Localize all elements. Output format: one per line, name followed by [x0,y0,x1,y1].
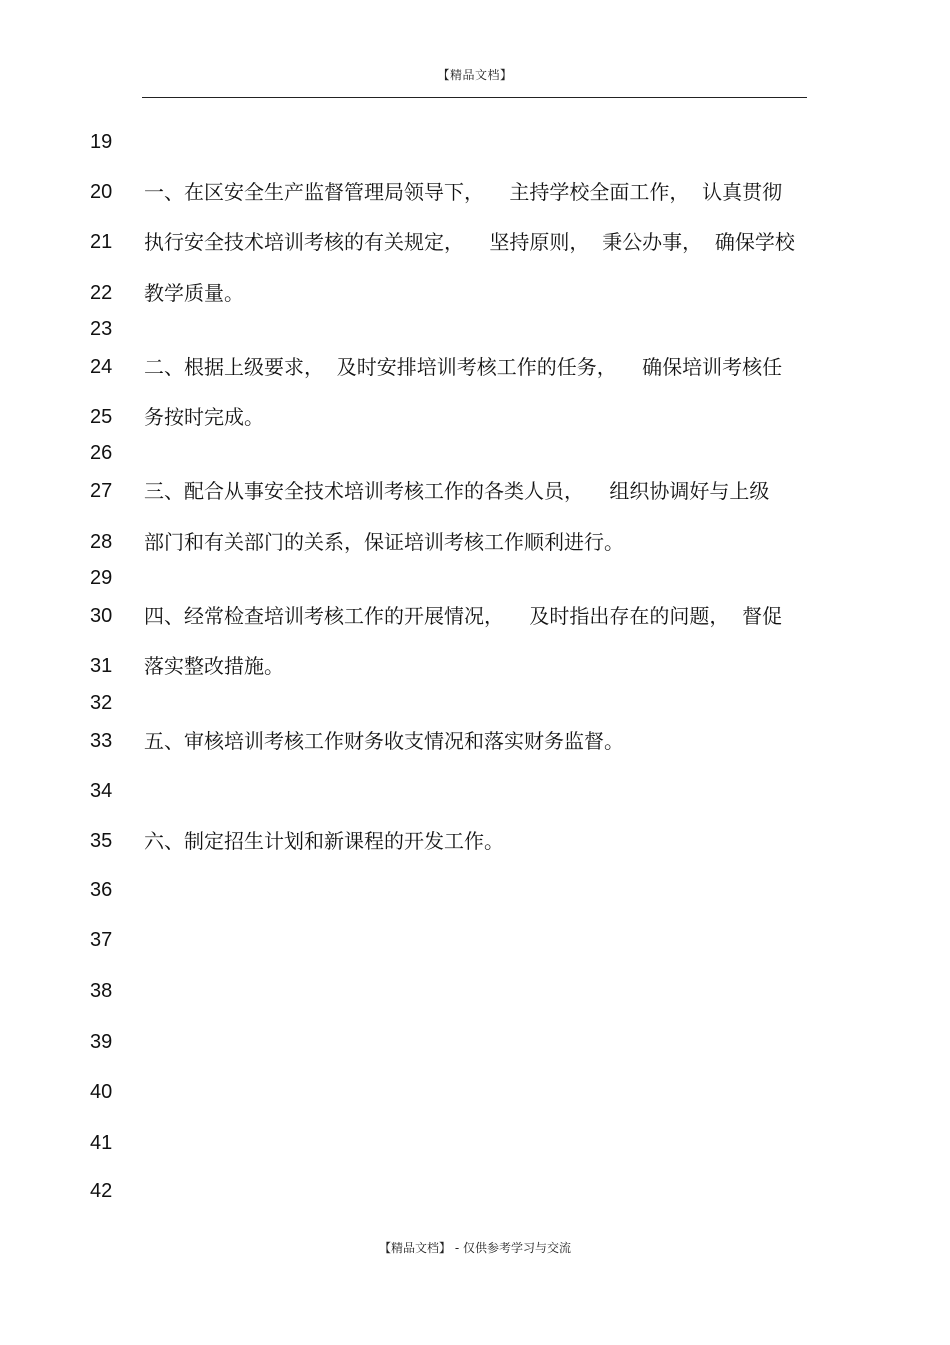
line-text: 四、经常检查培训考核工作的开展情况， 及时指出存在的问题， 督促 [144,604,783,628]
line-text: 教学质量。 [144,281,244,305]
line-number: 36 [90,879,113,901]
document-line [0,527,950,557]
document-line [0,776,950,806]
line-text: 务按时完成。 [144,405,264,429]
line-number: 34 [90,780,113,802]
document-line [0,976,950,1006]
line-number: 31 [90,655,113,677]
line-number: 23 [90,318,113,340]
line-number: 41 [90,1132,113,1154]
line-number: 38 [90,980,113,1002]
line-number: 40 [90,1081,113,1103]
document-line [0,127,950,157]
document-line [0,1128,950,1158]
document-line [0,875,950,905]
document-line [0,1027,950,1057]
line-number: 28 [90,531,113,553]
line-number: 27 [90,480,113,502]
document-line [0,1176,950,1206]
line-number: 25 [90,406,113,428]
line-number: 19 [90,131,113,153]
document-line [0,688,950,718]
document-line [0,826,950,856]
line-text: 执行安全技术培训考核的有关规定， 坚持原则， 秉公办事， 确保学校 [144,230,795,254]
document-line [0,925,950,955]
document-line [0,601,950,631]
document-line [0,476,950,506]
document-line [0,1077,950,1107]
document-line [0,227,950,257]
line-text: 落实整改措施。 [144,654,284,678]
line-number: 37 [90,929,113,951]
line-text: 一、在区安全生产监督管理局领导下， 主持学校全面工作， 认真贯彻 [144,180,783,204]
line-number: 32 [90,692,113,714]
line-number: 29 [90,567,113,589]
line-number: 22 [90,282,113,304]
line-text: 三、配合从事安全技术培训考核工作的各类人员， 组织协调好与上级 [144,479,770,503]
document-line [0,177,950,207]
line-text: 六、制定招生计划和新课程的开发工作。 [144,829,504,853]
line-text: 五、审核培训考核工作财务收支情况和落实财务监督。 [144,729,624,753]
document-line [0,352,950,382]
line-text: 部门和有关部门的关系，保证培训考核工作顺利进行。 [144,530,624,554]
page-header: 【精品文档】 [437,68,513,82]
line-number: 30 [90,605,113,627]
document-line [0,278,950,308]
line-number: 24 [90,356,113,378]
document-line [0,563,950,593]
document-line [0,651,950,681]
line-number: 42 [90,1180,113,1202]
document-line [0,402,950,432]
line-number: 35 [90,830,113,852]
line-text: 二、根据上级要求， 及时安排培训考核工作的任务， 确保培训考核任 [144,355,783,379]
document-line [0,438,950,468]
header-divider [142,97,807,98]
document-line [0,314,950,344]
line-number: 20 [90,181,113,203]
line-number: 26 [90,442,113,464]
line-number: 39 [90,1031,113,1053]
page-footer: 【精品文档】 - 仅供参考学习与交流 [379,1241,571,1255]
line-number: 21 [90,231,113,253]
document-line [0,726,950,756]
line-number: 33 [90,730,113,752]
